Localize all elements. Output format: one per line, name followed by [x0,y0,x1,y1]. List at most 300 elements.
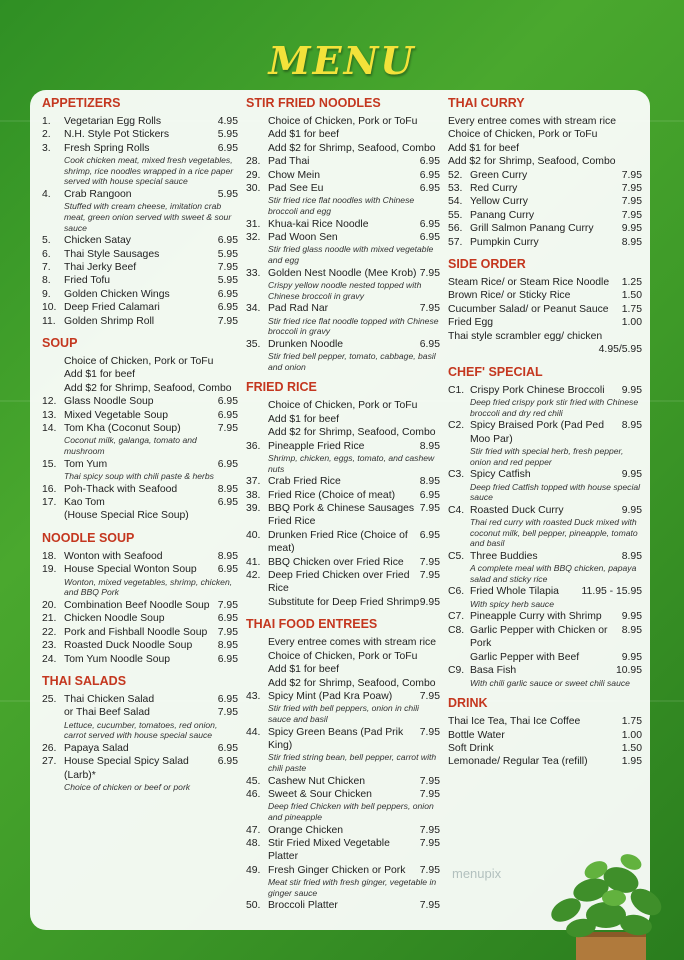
item-price: 7.95 [621,169,642,181]
item-name: Spicy Mint (Pad Kra Poaw) [268,690,393,702]
item-name: Kao Tom [64,497,105,509]
item-price: 9.95 [621,651,642,663]
section-note: Add $2 for Shrimp, Seafood, Combo [268,142,436,154]
item-price: 7.95 [419,570,440,582]
item-description: Choice of chicken or beef or pork [64,782,191,793]
item-name: Tom Yum [64,458,108,470]
item-description: Deep fried Catfish topped with house special sauce [470,481,641,503]
section-noodle-soup [42,531,238,666]
menu-item [448,651,642,664]
menu-item [448,715,642,728]
menu-item [42,693,238,706]
item-number: 14. [42,423,57,435]
menu-item [42,639,238,652]
menu-item [448,182,642,195]
menu-item [448,504,642,517]
item-name: Cashew Nut Chicken [268,775,366,787]
item-name: Wonton with Seafood [64,550,163,562]
item-price: 8.95 [217,640,238,652]
item-name: Drunken Fried Rice (Choice of meat) [268,529,408,555]
item-price: 1.00 [621,729,642,741]
item-name: Fried Rice (Choice of meat) [268,489,396,501]
item-name: BBQ Chicken over Fried Rice [268,556,404,568]
item-name: Orange Chicken [268,824,344,836]
menu-item [448,624,642,651]
menu-item [246,837,440,864]
item-price: 1.50 [621,742,642,754]
item-price: 6.95 [217,458,238,470]
menu-item [448,195,642,208]
menu-item [42,422,238,435]
section-stir-fried-noodles [246,96,440,372]
section-note: Choice of Chicken, Pork or ToFu [268,650,418,662]
item-name: N.H. Style Pot Stickers [64,129,170,141]
mint-plant-icon [536,840,676,960]
item-price: 6.95 [419,156,440,168]
menu-item [42,261,238,274]
menu-item [42,274,238,287]
section-appetizers [42,96,238,328]
item-name: Thai Ice Tea, Thai Ice Coffee [448,716,581,728]
item-description: Thai spicy soup with chili paste & herbs [64,471,214,482]
menu-column-2 [246,96,440,921]
menu-item [246,182,440,195]
item-name: Papaya Salad [64,742,129,754]
item-price: 6.95 [217,302,238,314]
item-price: 8.95 [621,236,642,248]
item-description: Thai red curry with roasted Duck mixed with coconut milk, bell pepper, pineapple, tomato and basil [470,517,638,549]
item-number: C6. [448,586,465,598]
item-name: Stir Fried Mixed Vegetable Platter [268,837,390,863]
item-name: Thai style scrambler egg/ chicken [448,330,603,342]
item-price: 6.95 [217,756,238,768]
item-name: Tom Yum Noodle Soup [64,653,171,665]
section-soup [42,336,238,523]
item-name: House Special Wonton Soup [64,564,197,576]
item-price: 8.95 [621,420,642,432]
section-note: Every entree comes with stream rice [268,637,437,649]
menu-item [448,316,642,329]
item-number: 36. [246,440,261,452]
item-name: Roasted Duck Curry [470,504,564,516]
item-number: 28. [246,156,261,168]
item-name: Pineapple Curry with Shrimp [470,611,602,623]
item-number: 50. [246,900,261,912]
item-name: Pumpkin Curry [470,236,539,248]
menu-item [246,155,440,168]
item-number: 38. [246,489,261,501]
section-fried-rice [246,380,440,609]
menu-item [42,483,238,496]
section-note: Add $2 for Shrimp, Seafood, Combo [268,427,436,439]
item-name: Basa Fish [470,665,517,677]
menu-item [448,289,642,302]
menu-item [42,248,238,261]
menu-item [42,653,238,666]
item-number: C8. [448,624,465,636]
menu-item [246,556,440,569]
item-number: 29. [246,169,261,181]
item-price: 6.95 [217,396,238,408]
menu-item [246,302,440,315]
item-description: Stir fried rice flat noodles with Chinese broccoli and egg [268,195,415,217]
item-name: Mixed Vegetable Soup [64,409,168,421]
menu-item [448,236,642,249]
item-name: Crispy Pork Chinese Broccoli [470,384,605,396]
item-price: 8.95 [621,624,642,636]
section-heading: SIDE ORDER [448,257,526,272]
item-price: 7.95 [419,864,440,876]
item-price: 7.95 [217,315,238,327]
item-description: Crispy yellow noodle nested topped with Chinese broccoli in gravy [268,280,422,301]
item-name: Substitute for Deep Fried Shrimp [268,596,420,608]
item-number: 27. [42,756,57,768]
menu-item [42,496,238,509]
item-name: Thai Jerky Beef [64,262,137,273]
menu-item [246,596,440,609]
item-description: Stir fried rice flat noodle topped with Chinese broccoli in gravy [268,315,439,337]
section-note: Choice of Chicken, Pork or ToFu [448,129,598,141]
menu-item [448,419,642,446]
item-price: 7.95 [217,262,238,273]
item-number: 54. [448,196,463,208]
item-name: Golden Shrimp Roll [64,315,155,327]
item-number: 41. [246,556,261,568]
item-price: 8.95 [217,483,238,495]
item-name: Pineapple Fried Rice [268,440,365,452]
item-number: C2. [448,420,465,432]
item-description: A complete meal with BBQ chicken, papaya salad and sticky rice [470,563,637,584]
menu-item [246,569,440,596]
menu-item [448,209,642,222]
item-name: Sweet & Sour Chicken [268,788,372,800]
item-name: Bottle Water [448,729,505,741]
item-number: C3. [448,469,465,481]
item-name: Red Curry [470,183,518,195]
item-number: 42. [246,570,261,582]
item-price: 1.25 [621,277,642,289]
section-note: Every entree comes with stream rice [448,116,617,127]
item-name: (House Special Rice Soup) [64,510,189,522]
section-heading: CHEF' SPECIAL [448,364,543,379]
item-price: 4.95 [217,116,238,127]
section-heading: SOUP [42,336,78,351]
item-price: 7.95 [621,183,642,195]
item-name: Vegetarian Egg Rolls [64,116,162,127]
menu-column-3 [448,96,642,777]
item-price: 9.95 [621,223,642,235]
menu-item [42,458,238,471]
item-price: 6.95 [419,169,440,181]
item-number: 23. [42,640,57,652]
item-number: 3. [42,142,51,154]
item-price: 9.95 [621,504,642,516]
item-name: Thai Style Sausages [64,248,160,260]
item-name: Chow Mein [268,169,320,181]
item-name: Steam Rice/ or Steam Rice Noodle [448,277,610,289]
item-name: Deep Fried Calamari [64,302,160,314]
section-side-order [448,257,642,356]
item-price: 10.95 [615,665,642,677]
section-heading: THAI CURRY [448,96,525,110]
item-number: 35. [246,338,261,350]
menu-item [448,276,642,289]
item-price: 7.95 [217,626,238,638]
section-chefs-special [448,365,642,689]
item-price: 4.95/5.95 [598,344,642,356]
item-price: 7.95 [419,556,440,568]
item-price: 7.95 [419,503,440,515]
item-number: 34. [246,303,261,315]
item-name: Chicken Noodle Soup [64,613,165,625]
item-number: 25. [42,693,57,705]
item-number: 44. [246,726,261,738]
item-description: Shrimp, chicken, eggs, tomato, and cashew nuts [268,453,435,474]
menu-item [246,475,440,488]
item-price: 7.95 [419,267,440,279]
menu-item [42,769,238,782]
item-number: 31. [246,218,261,230]
menu-item [42,599,238,612]
item-price: 6.95 [217,653,238,665]
menu-item [246,864,440,877]
item-number: 24. [42,653,57,665]
menu-item [448,742,642,755]
item-number: 16. [42,483,57,495]
menu-item [42,395,238,408]
menu-item [448,222,642,235]
item-number: 11. [42,315,56,327]
item-name: Pad Woon Sen [268,232,338,244]
item-name: (Larb)* [64,769,96,781]
section-thai-food-entrees [246,617,440,912]
menu-item [42,755,238,768]
item-number: 5. [42,235,51,247]
item-price: 7.95 [419,824,440,836]
item-price: 8.95 [419,476,440,488]
item-number: 4. [42,189,51,200]
item-name: Broccoli Platter [268,900,338,912]
item-name: Garlic Pepper with Chicken or Pork [470,624,608,650]
menu-item [42,128,238,141]
item-number: 53. [448,183,463,195]
item-price: 7.95 [217,423,238,435]
item-name: Golden Chicken Wings [64,288,170,300]
item-price: 7.95 [217,707,238,719]
item-price: 7.95 [419,900,440,912]
item-name: Panang Curry [470,209,535,221]
item-name: Pork and Fishball Noodle Soup [64,626,208,638]
section-thai-salads [42,674,238,793]
menu-item [448,550,642,563]
menu-item [448,664,642,677]
item-number: 2. [42,129,51,141]
item-description: Stuffed with cream cheese, imitation crab meat, green onion served with sweet & sour sauce [64,201,232,233]
item-number: 33. [246,267,261,279]
section-note: Add $2 for Shrimp, Seafood, Combo [64,382,232,394]
item-name: Drunken Noodle [268,338,344,350]
section-drink [448,696,642,769]
item-number: 6. [42,248,51,260]
item-price: 1.75 [621,716,642,728]
section-heading: THAI SALADS [42,673,127,688]
item-description: Stir fried glass noodle with mixed vegetable and egg [268,244,434,266]
menu-item [42,550,238,563]
item-price: 6.95 [217,564,238,576]
item-name: Chicken Satay [64,235,131,247]
item-price: 7.95 [621,196,642,208]
item-price: 6.95 [217,409,238,421]
item-description: Meat stir fried with fresh ginger, vegetable in ginger sauce [268,877,437,898]
item-name: Crab Rangoon [64,189,132,200]
item-name: Combination Beef Noodle Soup [64,599,210,611]
item-number: 37. [246,476,261,488]
menu-item [42,706,238,719]
item-number: 10. [42,302,57,314]
section-note: Add $1 for beef [268,413,340,425]
menu-item [448,303,642,316]
section-heading: NOODLE SOUP [42,530,135,545]
menu-item [42,301,238,314]
item-number: 45. [246,775,261,787]
item-name: Tom Kha (Coconut Soup) [64,423,181,435]
item-price: 5.95 [217,129,238,141]
item-number: 46. [246,788,261,800]
item-price: 6.95 [217,693,238,705]
item-number: 47. [246,824,261,836]
menu-item [448,384,642,397]
item-price: 6.95 [217,497,238,509]
item-description: Stir fried with special herb, fresh pepper, onion and red pepper [470,445,624,467]
item-number: 40. [246,529,261,541]
menu-item [448,585,642,598]
item-name: Pad See Eu [268,183,324,195]
item-description: Deep fried Chicken with bell peppers, onion and pineapple [268,801,434,822]
item-number: 55. [448,209,463,221]
item-price: 6.95 [419,183,440,195]
item-price: 1.00 [621,317,642,329]
menu-item [42,142,238,155]
item-price: 9.95 [419,596,440,608]
menu-item [448,610,642,623]
menu-item [42,509,238,522]
item-name: Khua-kai Rice Noodle [268,218,369,230]
item-number: 19. [42,564,57,576]
item-name: Soft Drink [448,742,494,754]
item-name: Brown Rice/ or Sticky Rice [448,290,571,302]
item-name: or Thai Beef Salad [64,707,150,719]
item-price: 7.95 [419,775,440,787]
item-name: BBQ Pork & Chinese Sausages Fried Rice [268,503,415,528]
item-price: 7.95 [419,303,440,315]
item-price: 7.95 [419,726,440,738]
item-price: 8.95 [217,550,238,562]
item-price: 8.95 [419,440,440,452]
section-thai-curry [448,96,642,249]
item-number: 15. [42,458,57,470]
watermark: menupix [452,866,502,881]
item-price: 1.75 [621,303,642,315]
menu-column-1 [42,96,238,801]
item-price: 7.95 [419,690,440,702]
item-number: 39. [246,503,261,515]
section-note: Choice of Chicken, Pork or ToFu [268,400,418,412]
item-name: Garlic Pepper with Beef [470,651,580,663]
item-number: 49. [246,864,261,876]
item-name: Fresh Ginger Chicken or Pork [268,864,406,876]
section-note: Add $1 for beef [64,369,136,381]
menu-item [448,755,642,768]
item-name: Fried Egg [448,317,494,329]
item-name: Golden Nest Noodle (Mee Krob) [268,267,417,279]
item-number: 18. [42,550,57,562]
item-description: With chili garlic sauce or sweet chili sauce [470,677,630,688]
item-description: Stir fried with bell peppers, onion in chili sauce and basil [268,703,419,724]
item-description: Wonton, mixed vegetables, shrimp, chicken, and BBQ Pork [64,576,233,598]
menu-item [448,169,642,182]
item-number: C5. [448,550,465,562]
item-name: Three Buddies [470,550,538,562]
menu-item [246,726,440,753]
menu-item [448,343,642,356]
menu-item [42,188,238,201]
menu-item [246,788,440,801]
section-note: Choice of Chicken, Pork or ToFu [268,116,418,127]
menu-item [246,529,440,556]
item-price: 8.95 [621,550,642,562]
item-price: 9.95 [621,611,642,623]
item-price: 6.95 [217,288,238,300]
item-description: Coconut milk, galanga, tomato and mushroom [64,435,197,457]
item-name: Roasted Duck Noodle Soup [64,640,193,652]
item-price: 6.95 [419,338,440,350]
menu-item [42,409,238,422]
item-price: 9.95 [621,469,642,481]
menu-item [246,338,440,351]
item-number: 30. [246,183,261,195]
item-number: 17. [42,497,57,509]
menu-item [42,612,238,625]
menu-item [246,440,440,453]
section-note: Add $1 for beef [268,664,340,676]
item-description: Stir fried bell pepper, tomato, cabbage, basil and onion [268,351,436,372]
item-name: Green Curry [470,169,528,181]
menu-item [42,742,238,755]
item-name: Spicy Green Beans (Pad Prik King) [268,726,404,751]
menu-item [246,267,440,280]
item-name: Deep Fried Chicken over Fried Rice [268,570,410,595]
item-number: 32. [246,232,261,244]
menu-item [42,626,238,639]
item-number: 43. [246,690,261,702]
menu-item [246,775,440,788]
item-number: C1. [448,384,465,396]
item-number: C7. [448,611,465,623]
item-name: Spicy Braised Pork (Pad Ped Moo Par) [470,420,604,445]
menu-item [448,729,642,742]
menu-title: MENU [268,38,416,83]
item-name: Grill Salmon Panang Curry [470,223,594,235]
item-number: C9. [448,665,465,677]
section-heading: STIR FRIED NOODLES [246,96,381,110]
item-name: Fried Whole Tilapia [470,586,559,598]
section-heading: APPETIZERS [42,96,121,110]
item-number: 8. [42,275,51,287]
item-name: Fresh Spring Rolls [64,142,150,154]
menu-item [246,690,440,703]
menu-item [42,288,238,301]
item-number: 22. [42,626,57,638]
